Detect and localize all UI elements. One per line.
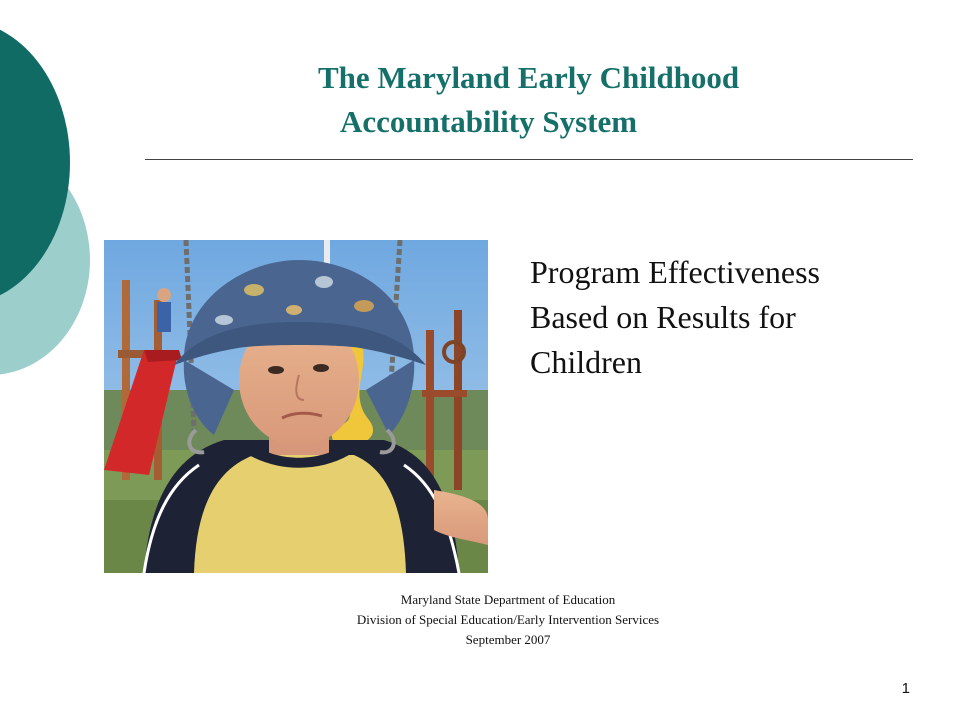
page-number: 1	[901, 680, 910, 697]
subtitle-line-2: Based on Results for	[530, 299, 796, 335]
footer-date: September 2007	[465, 632, 551, 647]
slide-subtitle	[530, 250, 930, 385]
title-line-1: The Maryland Early Childhood	[318, 60, 740, 95]
title-line-2: Accountability System	[340, 104, 638, 139]
subtitle-line-3: Children	[530, 344, 642, 380]
subtitle-line-1: Program Effectiveness	[530, 254, 820, 290]
footer-division: Division of Special Education/Early Intervention Services	[356, 612, 660, 627]
photo-child-on-swing	[104, 240, 488, 573]
slide-footer	[0, 590, 960, 650]
footer-organization: Maryland State Department of Education	[400, 592, 616, 607]
title-divider	[145, 159, 913, 160]
